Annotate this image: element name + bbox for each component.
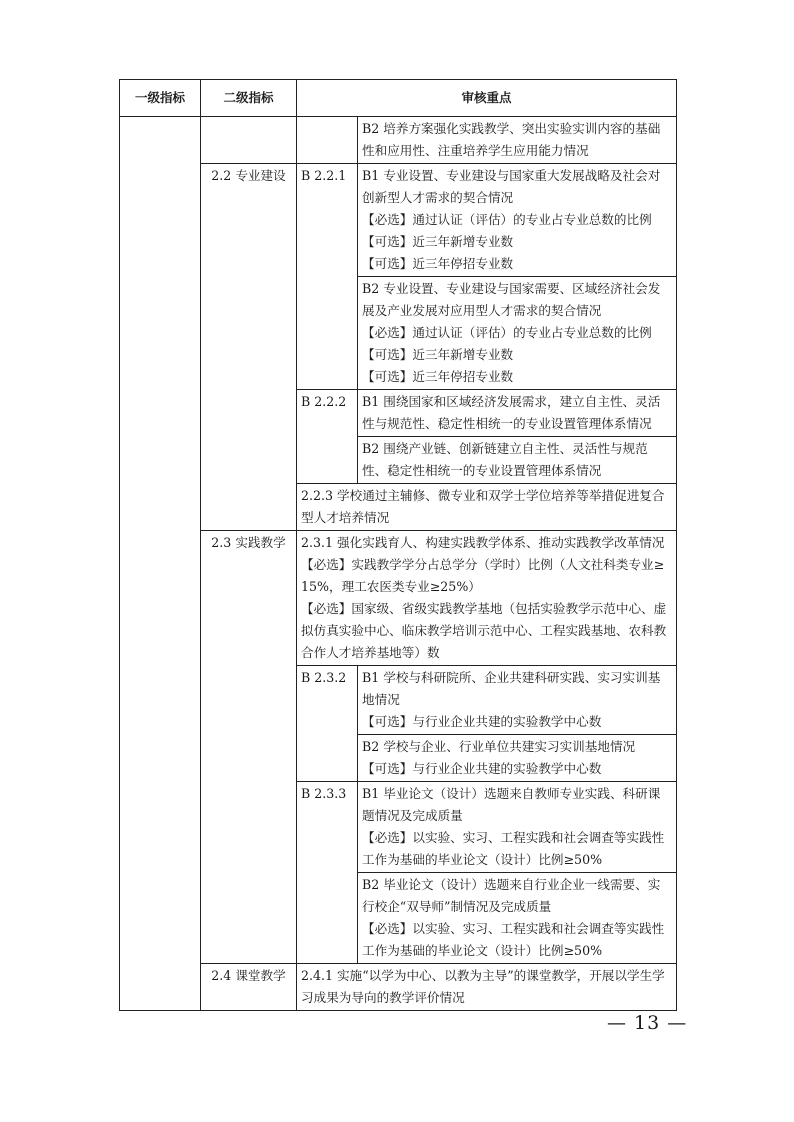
focus-cell bbox=[358, 782, 677, 873]
focus-text: B2 毕业论文（设计）选题来自行业企业一线需要、实行校企“双导师”制情况及完成质量 bbox=[362, 877, 661, 914]
header-level1: 一级指标 bbox=[120, 80, 201, 117]
focus-cell: B2 培养方案强化实践教学、突出实验实训内容的基础性和应用性、注重培养学生应用能力情况 bbox=[358, 117, 677, 164]
focus-text: B1 学校与科研院所、企业共建科研实践、实习实训基地情况 bbox=[362, 670, 661, 707]
item-code: B 2.3.3 bbox=[297, 782, 358, 964]
item-code: B 2.2.2 bbox=[297, 390, 358, 484]
level2-cell-empty bbox=[201, 117, 297, 164]
focus-cell: 2.4.1 实施“以学为中心、以教为主导”的课堂教学，开展以学生学习成果为导向的教学评价情况 bbox=[297, 964, 677, 1011]
optional-note: 【可选】与行业企业共建的实验教学中心数 bbox=[362, 761, 602, 776]
focus-text: 2.3.1 强化实践育人、构建实践教学体系、推动实践教学改革情况 bbox=[301, 535, 665, 550]
required-note: 【必选】实践教学学分占总学分（学时）比例（人文社科类专业≥15%，理工农医类专业≥25%） bbox=[301, 557, 665, 594]
focus-cell bbox=[358, 277, 677, 390]
required-note: 【必选】通过认证（评估）的专业占专业总数的比例 bbox=[362, 325, 652, 340]
focus-text: B1 毕业论文（设计）选题来自教师专业实践、科研课题情况及完成质量 bbox=[362, 786, 661, 823]
level2-name: 2.3 实践教学 bbox=[201, 531, 297, 964]
table-header-row bbox=[120, 80, 677, 117]
optional-note: 【可选】近三年停招专业数 bbox=[362, 369, 514, 384]
focus-cell bbox=[358, 164, 677, 277]
focus-text: B1 专业设置、专业建设与国家重大发展战略及社会对创新型人才需求的契合情况 bbox=[362, 168, 661, 205]
focus-cell bbox=[358, 873, 677, 964]
optional-note: 【可选】近三年新增专业数 bbox=[362, 347, 514, 362]
optional-note: 【可选】近三年新增专业数 bbox=[362, 234, 514, 249]
table-row bbox=[120, 117, 677, 164]
optional-note: 【可选】近三年停招专业数 bbox=[362, 256, 514, 271]
level1-cell bbox=[120, 117, 201, 1011]
required-note: 【必选】国家级、省级实践教学基地（包括实验教学示范中心、虚拟仿真实验中心、临床教学培训示范中心、工程实践基地、农科教合作人才培养基地等）数 bbox=[301, 601, 667, 660]
item-code: B 2.2.1 bbox=[297, 164, 358, 390]
table-row bbox=[120, 164, 677, 277]
required-note: 【必选】以实验、实习、工程实践和社会调查等实践性工作为基础的毕业论文（设计）比例≥50% bbox=[362, 830, 665, 867]
audit-table bbox=[119, 79, 677, 1011]
page-number: — 13 — bbox=[607, 1012, 688, 1034]
required-note: 【必选】以实验、实习、工程实践和社会调查等实践性工作为基础的毕业论文（设计）比例≥50% bbox=[362, 921, 665, 958]
code-cell-empty bbox=[297, 117, 358, 164]
focus-cell bbox=[297, 531, 677, 666]
table-row bbox=[120, 531, 677, 666]
focus-cell: B1 围绕国家和区域经济发展需求，建立自主性、灵活性与规范性、稳定性相统一的专业设置管理体系情况 bbox=[358, 390, 677, 437]
item-code: B 2.3.2 bbox=[297, 666, 358, 782]
focus-cell: 2.2.3 学校通过主辅修、微专业和双学士学位培养等举措促进复合型人才培养情况 bbox=[297, 484, 677, 531]
table-row bbox=[120, 964, 677, 1011]
focus-text: B2 学校与企业、行业单位共建实习实训基地情况 bbox=[362, 739, 636, 754]
level2-name: 2.2 专业建设 bbox=[201, 164, 297, 531]
header-level2: 二级指标 bbox=[201, 80, 297, 117]
focus-cell bbox=[358, 666, 677, 735]
optional-note: 【可选】与行业企业共建的实验教学中心数 bbox=[362, 714, 602, 729]
level2-name: 2.4 课堂教学 bbox=[201, 964, 297, 1011]
focus-cell bbox=[358, 735, 677, 782]
header-focus: 审核重点 bbox=[297, 80, 677, 117]
focus-text: B2 专业设置、专业建设与国家需要、区域经济社会发展及产业发展对应用型人才需求的契合情况 bbox=[362, 281, 661, 318]
required-note: 【必选】通过认证（评估）的专业占专业总数的比例 bbox=[362, 212, 652, 227]
focus-cell: B2 围绕产业链、创新链建立自主性、灵活性与规范性、稳定性相统一的专业设置管理体系情况 bbox=[358, 437, 677, 484]
